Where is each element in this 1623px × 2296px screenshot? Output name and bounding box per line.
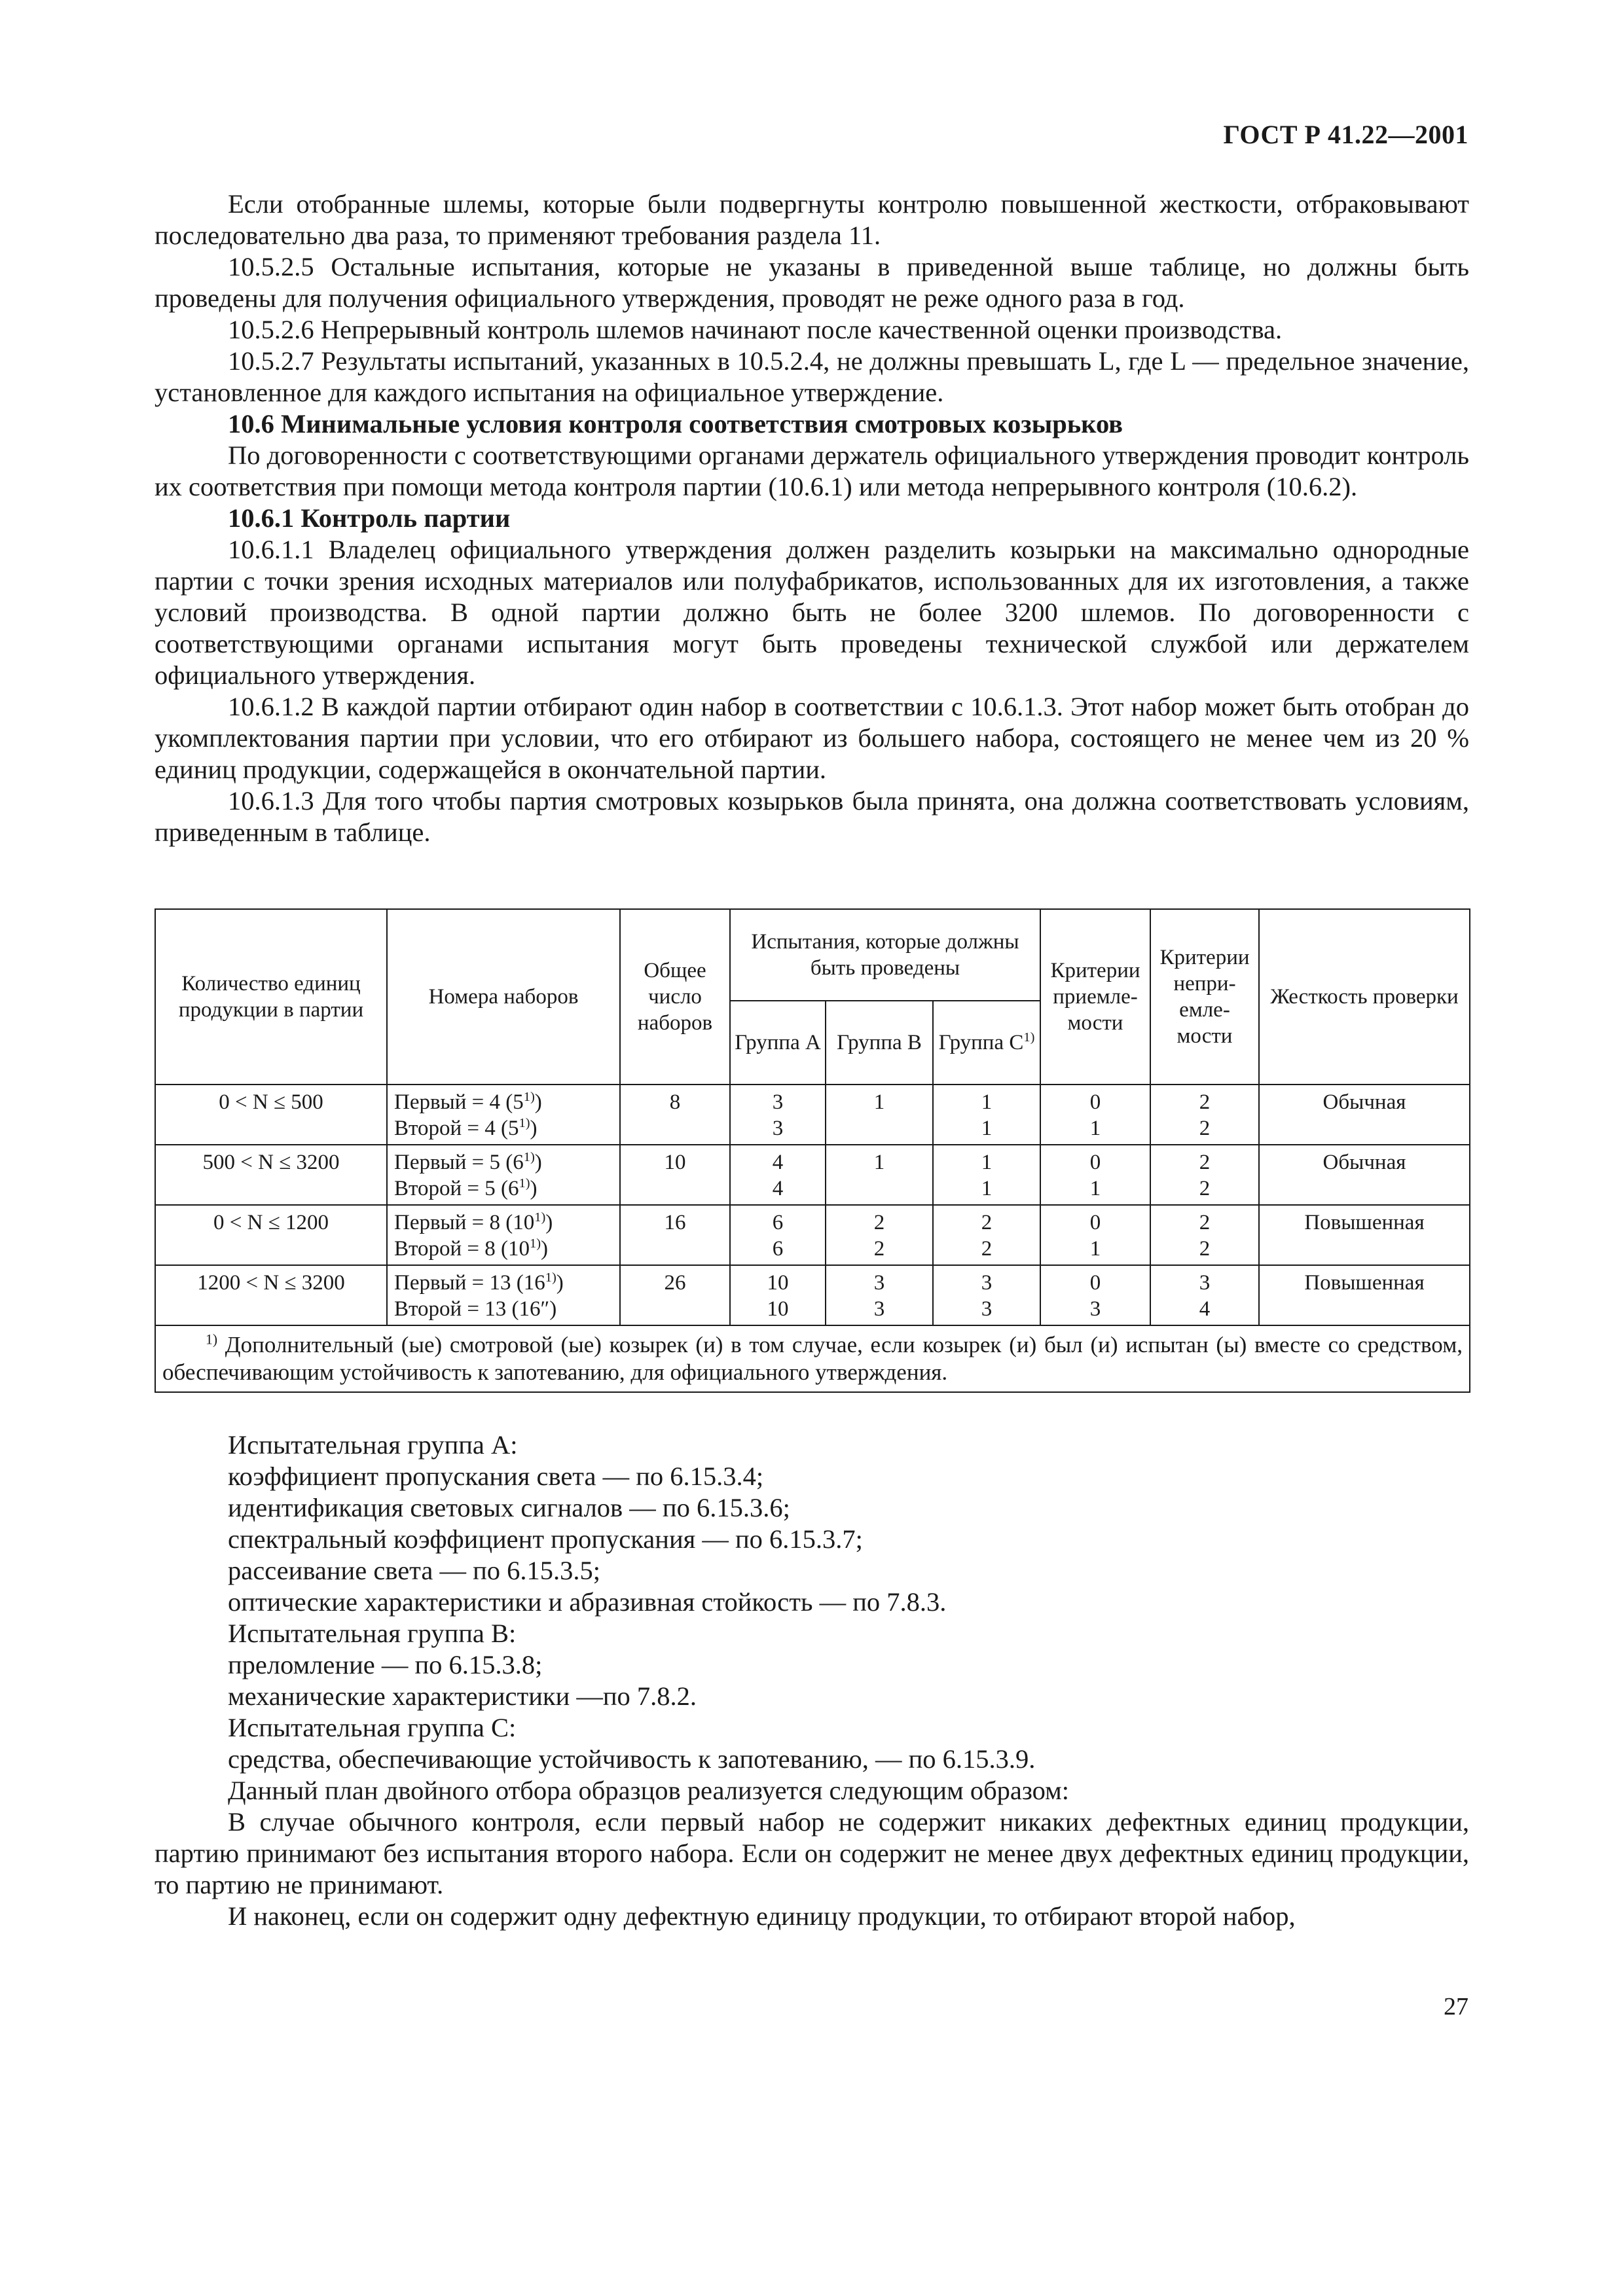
- list-item: рассеивание света — по 6.15.3.5;: [228, 1556, 601, 1585]
- table-row: [155, 1265, 1470, 1325]
- table-row: [155, 1085, 1470, 1145]
- cell-range: 500 < N ≤ 3200: [155, 1145, 387, 1205]
- cell-group-a: 4 4: [730, 1145, 826, 1205]
- cell-severity: Обычная: [1259, 1085, 1470, 1145]
- paragraph: Если отобранные шлемы, которые были подвергнуты контролю повышенной жесткости, отбраковывают последовательно два раза, то применяют требования раздела 11.: [155, 189, 1469, 250]
- list-item: Данный план двойного отбора образцов реализуется следующим образом:: [228, 1776, 1070, 1805]
- cell-group-c: 2 2: [933, 1205, 1040, 1265]
- cell-severity: Повышенная: [1259, 1265, 1470, 1325]
- cell-sets: Первый = 4 (5$^{1)}$) Второй = 4 (5$^{1)}$): [387, 1085, 620, 1145]
- cell-group-b: 1: [826, 1085, 933, 1145]
- acceptance-table-wrapper: [155, 908, 1469, 1393]
- list-heading: Испытательная группа А:: [228, 1430, 518, 1460]
- cell-total: 10: [620, 1145, 730, 1205]
- table-footnote: $^{1)}$ Дополнительный (ые) смотровой (ые) козырек (и) в том случае, если козырек (и) был (и) испытан (ы) вместе со средством, обеспечивающим устойчивость к запотеванию, для официального утверждения.: [155, 1325, 1470, 1392]
- header-group-c: Группа $С^{1)}$: [933, 1001, 1040, 1085]
- list-item: идентификация световых сигналов — по 6.15.3.6;: [228, 1493, 790, 1522]
- cell-sets: Первый = 8 (10$^{1)}$) Второй = 8 (10$^{1)}$): [387, 1205, 620, 1265]
- list-item: средства, обеспечивающие устойчивость к запотеванию, — по 6.15.3.9.: [228, 1744, 1036, 1774]
- list-item: преломление — по 6.15.3.8;: [228, 1650, 543, 1679]
- cell-accept: 0 3: [1040, 1265, 1150, 1325]
- cell-group-c: 1 1: [933, 1085, 1040, 1145]
- cell-group-a: 6 6: [730, 1205, 826, 1265]
- cell-severity: Обычная: [1259, 1145, 1470, 1205]
- cell-group-c: 3 3: [933, 1265, 1040, 1325]
- page-content: [155, 188, 1469, 1932]
- cell-sets: Первый = 5 (6$^{1)}$) Второй = 5 (6$^{1)}$): [387, 1145, 620, 1205]
- paragraph: По договоренности с соответствующими органами держатель официального утверждения проводит контроль их соответствия при помощи метода контроля партии (10.6.1) или метода непрерывного контроля (10.6.2).: [155, 440, 1469, 501]
- paragraph: 10.5.2.6 Непрерывный контроль шлемов начинают после качественной оценки производства.: [228, 315, 1283, 344]
- section-heading: 10.6 Минимальные условия контроля соответствия смотровых козырьков: [228, 409, 1123, 439]
- cell-group-b: 3 3: [826, 1265, 933, 1325]
- header-tests: Испытания, которые должны быть проведены: [730, 909, 1040, 1001]
- list-item: оптические характеристики и абразивная стойкость — по 7.8.3.: [228, 1587, 947, 1617]
- paragraph: 10.5.2.7 Результаты испытаний, указанных в 10.5.2.4, не должны превышать L, где L — предельное значение, установленное для каждого испытания на официальное утверждение.: [155, 346, 1469, 407]
- cell-range: 0 < N ≤ 500: [155, 1085, 387, 1145]
- cell-range: 1200 < N ≤ 3200: [155, 1265, 387, 1325]
- list-heading: Испытательная группа В:: [228, 1619, 517, 1648]
- cell-group-c: 1 1: [933, 1145, 1040, 1205]
- header-reject: Критерии непри- емле- мости: [1150, 909, 1259, 1085]
- table-row: [155, 1145, 1470, 1205]
- cell-group-b: 1: [826, 1145, 933, 1205]
- header-set-numbers: Номера наборов: [387, 909, 620, 1085]
- cell-group-a: 10 10: [730, 1265, 826, 1325]
- page-number: 27: [1444, 1993, 1468, 2020]
- header-quantity: Количество единиц продукции в партии: [155, 909, 387, 1085]
- cell-reject: 3 4: [1150, 1265, 1259, 1325]
- list-heading: Испытательная группа С:: [228, 1713, 517, 1742]
- paragraph: В случае обычного контроля, если первый набор не содержит никаких дефектных единиц продукции, партию принимают без испытания второго набора. Если он содержит не менее двух дефектных единиц продукции, то партию не принимают.: [155, 1807, 1469, 1899]
- subsection-heading: 10.6.1 Контроль партии: [228, 503, 511, 533]
- cell-range: 0 < N ≤ 1200: [155, 1205, 387, 1265]
- table-row: [155, 1205, 1470, 1265]
- cell-severity: Повышенная: [1259, 1205, 1470, 1265]
- document-code: ГОСТ Р 41.22—2001: [1223, 120, 1468, 149]
- header-group-a: Группа А: [730, 1001, 826, 1085]
- cell-total: 26: [620, 1265, 730, 1325]
- acceptance-table: [155, 908, 1470, 1393]
- paragraph: 10.6.1.1 Владелец официального утверждения должен разделить козырьки на максимально однородные партии с точки зрения исходных материалов или полуфабрикатов, использованных для их изготовления, а также условий производства. В одной партии должно быть не более 3200 шлемов. По договоренности с соответствующими органами испытания могут быть проведены технической службой или держателем официального утверждения.: [155, 535, 1469, 690]
- cell-reject: 2 2: [1150, 1085, 1259, 1145]
- cell-group-a: 3 3: [730, 1085, 826, 1145]
- paragraph: 10.6.1.3 Для того чтобы партия смотровых козырьков была принята, она должна соответствовать условиям, приведенным в таблице.: [155, 786, 1469, 847]
- paragraph: И наконец, если он содержит одну дефектную единицу продукции, то отбирают второй набор,: [228, 1901, 1296, 1931]
- header-severity: Жесткость проверки: [1259, 909, 1470, 1085]
- cell-reject: 2 2: [1150, 1145, 1259, 1205]
- cell-accept: 0 1: [1040, 1205, 1150, 1265]
- header-group-b: Группа В: [826, 1001, 933, 1085]
- list-item: механические характеристики —по 7.8.2.: [228, 1681, 697, 1711]
- paragraph: 10.6.1.2 В каждой партии отбирают один набор в соответствии с 10.6.1.3. Этот набор может быть отобран до укомплектования партии при условии, что его отбирают из большего набора, состоящего не менее чем из 20 % единиц продукции, содержащейся в окончательной партии.: [155, 692, 1469, 784]
- cell-total: 8: [620, 1085, 730, 1145]
- cell-accept: 0 1: [1040, 1085, 1150, 1145]
- cell-group-b: 2 2: [826, 1205, 933, 1265]
- cell-reject: 2 2: [1150, 1205, 1259, 1265]
- list-item: коэффициент пропускания света — по 6.15.3.4;: [228, 1462, 764, 1491]
- cell-sets: Первый = 13 (16$^{1)}$) Второй = 13 (16″): [387, 1265, 620, 1325]
- header-total-sets: Общее число наборов: [620, 909, 730, 1085]
- cell-total: 16: [620, 1205, 730, 1265]
- list-item: спектральный коэффициент пропускания — по 6.15.3.7;: [228, 1524, 863, 1554]
- paragraph: 10.5.2.5 Остальные испытания, которые не указаны в приведенной выше таблице, но должны быть проведены для получения официального утверждения, проводят не реже одного раза в год.: [155, 252, 1469, 313]
- cell-accept: 0 1: [1040, 1145, 1150, 1205]
- header-accept: Критерии приемле- мости: [1040, 909, 1150, 1085]
